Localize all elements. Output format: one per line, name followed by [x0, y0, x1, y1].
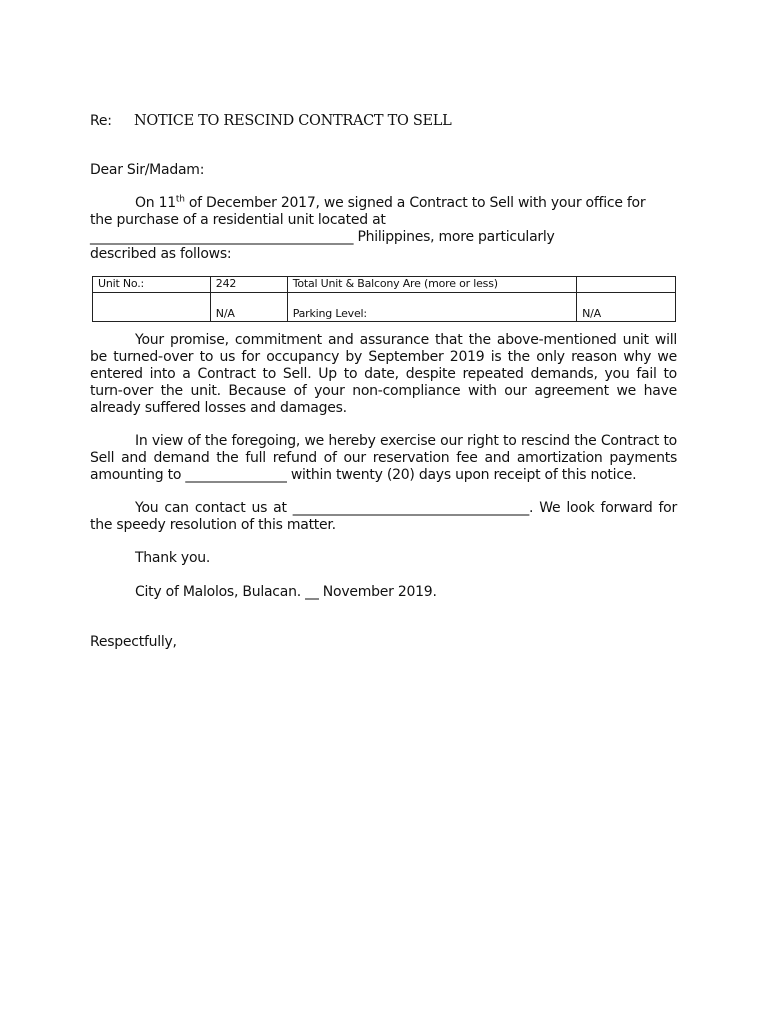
table-cell: Total Unit & Balcony Are (more or less) — [287, 277, 576, 293]
table-cell: Parking Level: — [287, 293, 576, 322]
table-cell — [577, 277, 676, 293]
para1-word: purchase — [116, 212, 179, 228]
table-row — [93, 293, 676, 322]
place-date-line: City of Malolos, Bulacan. __ November 2019. — [135, 584, 437, 600]
table-cell: N/A — [577, 293, 676, 322]
subject-title: NOTICE TO RESCIND CONTRACT TO SELL — [134, 113, 452, 129]
paragraph-1 — [90, 195, 677, 263]
closing-line: Respectfully, — [90, 634, 177, 650]
salutation: Dear Sir/Madam: — [90, 162, 205, 178]
paragraph-1-line-4: described as follows: — [90, 246, 232, 262]
para1-word: the — [90, 212, 113, 228]
subject-line — [90, 113, 451, 129]
thanks-line: Thank you. — [135, 550, 211, 566]
para1-word: particularly — [478, 229, 555, 245]
para1-text-a: On 11 — [135, 195, 176, 211]
paragraph-1-line-2 — [90, 212, 677, 229]
para1-word: a — [200, 212, 209, 228]
table-cell — [93, 293, 211, 322]
paragraph-1-line-1 — [90, 195, 677, 212]
table-cell: Unit No.: — [93, 277, 211, 293]
paragraph-2: Your promise, commitment and assurance that the above-mentioned unit will be turned-over to us for occupancy by September 2019 is the only reason why we entered into a Contract to Sell. Up to date, despite repeated demands, you fail to turn-over the unit. Because of your non-compliance with our agreement we have already suffered losses and damages. — [90, 332, 677, 416]
para1-text-b: of December 2017, we signed a Contract to Sell with your office for — [184, 195, 646, 211]
para1-superscript: th — [175, 194, 185, 205]
re-label: Re: — [90, 113, 112, 129]
para1-word: residential — [212, 212, 284, 228]
table-cell: 242 — [210, 277, 287, 293]
para1-word: at — [372, 212, 386, 228]
table-cell: N/A — [210, 293, 287, 322]
table-row — [93, 277, 676, 293]
paragraph-1-line-3 — [90, 229, 677, 246]
para1-word: located — [317, 212, 368, 228]
para1-word: more — [438, 229, 474, 245]
address-blank: _______________________________________ — [90, 229, 354, 245]
para1-word: unit — [287, 212, 314, 228]
unit-details-table — [92, 276, 676, 322]
para1-word: of — [182, 212, 196, 228]
paragraph-4: You can contact us at ___________________________________. We look forward for the speedy resolution of this matter. — [90, 500, 677, 533]
paragraph-3: In view of the foregoing, we hereby exercise our right to rescind the Contract to Sell and demand the full refund of our reservation fee and amortization payments amounting to _______________ within twenty (20) days upon receipt of this notice. — [90, 433, 677, 483]
para1-word: Philippines, — [357, 229, 435, 245]
